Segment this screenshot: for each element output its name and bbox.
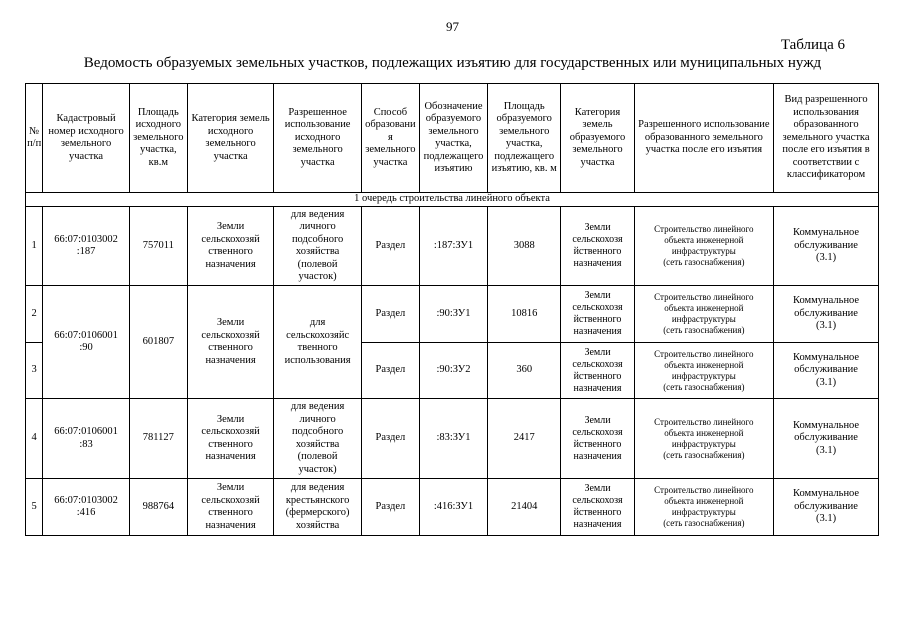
source-use: для сельскохозяйс твенного использования	[274, 286, 362, 399]
source-area: 601807	[129, 286, 187, 399]
plot-area: 2417	[488, 399, 561, 479]
formation-method: Раздел	[361, 343, 419, 399]
classifier-use: Коммунальное обслуживание (3.1)	[774, 399, 879, 479]
header-cell: № п/п	[26, 84, 43, 193]
formation-method: Раздел	[361, 286, 419, 343]
header-row	[26, 84, 879, 193]
cadastral-number: 66:07:0103002 :416	[43, 479, 130, 536]
row-number: 2	[26, 286, 43, 343]
plot-use: Строительство линейного объекта инженерной инфраструктуры (сеть газоснабжения)	[634, 207, 773, 286]
classifier-use: Коммунальное обслуживание (3.1)	[774, 479, 879, 536]
plot-use: Строительство линейного объекта инженерной инфраструктуры (сеть газоснабжения)	[634, 343, 773, 399]
section-title: 1 очередь строительства линейного объекта	[26, 193, 879, 207]
plot-use: Строительство линейного объекта инженерной инфраструктуры (сеть газоснабжения)	[634, 286, 773, 343]
header-cell: Разрешенное использование исходного земельного участка	[274, 84, 362, 193]
header-cell: Вид разрешенного использования образованного земельного участка после его изъятия в соответствии с классификатором	[774, 84, 879, 193]
document-title: Ведомость образуемых земельных участков, подлежащих изъятию для государственных или муниципальных нужд	[83, 55, 822, 71]
table-row	[26, 479, 879, 536]
cadastral-number: 66:07:0106001 :90	[43, 286, 130, 399]
plot-category: Земли сельскохозя йственного назначения	[561, 286, 634, 343]
header-cell: Площадь образуемого земельного участка, подлежащего изъятию, кв. м	[488, 84, 561, 193]
plot-use: Строительство линейного объекта инженерной инфраструктуры (сеть газоснабжения)	[634, 479, 773, 536]
source-use: для ведения крестьянского (фермерского) хозяйства	[274, 479, 362, 536]
plot-category: Земли сельскохозя йственного назначения	[561, 207, 634, 286]
plot-designation: :90:ЗУ1	[419, 286, 487, 343]
source-category: Земли сельскохозяй ственного назначения	[187, 207, 274, 286]
plot-area: 360	[488, 343, 561, 399]
source-area: 757011	[129, 207, 187, 286]
header-cell: Разрешенного использование образованного земельного участка после его изъятия	[634, 84, 773, 193]
classifier-use: Коммунальное обслуживание (3.1)	[774, 207, 879, 286]
land-plots-table	[25, 83, 879, 536]
row-number: 5	[26, 479, 43, 536]
plot-area: 21404	[488, 479, 561, 536]
source-area: 988764	[129, 479, 187, 536]
header-cell: Категория земель образуемого земельного участка	[561, 84, 634, 193]
cadastral-number: 66:07:0106001 :83	[43, 399, 130, 479]
table-row	[26, 286, 879, 343]
plot-category: Земли сельскохозя йственного назначения	[561, 399, 634, 479]
plot-designation: :83:ЗУ1	[419, 399, 487, 479]
header-cell: Обозначение образуемого земельного участка, подлежащего изъятию	[419, 84, 487, 193]
header-cell: Категория земель исходного земельного участка	[187, 84, 274, 193]
formation-method: Раздел	[361, 399, 419, 479]
classifier-use: Коммунальное обслуживание (3.1)	[774, 343, 879, 399]
header-cell: Способ образования земельного участка	[361, 84, 419, 193]
plot-designation: :416:ЗУ1	[419, 479, 487, 536]
row-number: 1	[26, 207, 43, 286]
plot-area: 10816	[488, 286, 561, 343]
section-row	[26, 193, 879, 207]
table-row	[26, 399, 879, 479]
formation-method: Раздел	[361, 479, 419, 536]
plot-designation: :187:ЗУ1	[419, 207, 487, 286]
header-cell: Кадастровый номер исходного земельного участка	[43, 84, 130, 193]
table-row	[26, 207, 879, 286]
formation-method: Раздел	[361, 207, 419, 286]
page-number: 97	[446, 19, 459, 34]
source-category: Земли сельскохозяй ственного назначения	[187, 479, 274, 536]
row-number: 4	[26, 399, 43, 479]
plot-designation: :90:ЗУ2	[419, 343, 487, 399]
plot-category: Земли сельскохозя йственного назначения	[561, 479, 634, 536]
row-number: 3	[26, 343, 43, 399]
source-use: для ведения личного подсобного хозяйства (полевой участок)	[274, 207, 362, 286]
plot-area: 3088	[488, 207, 561, 286]
source-area: 781127	[129, 399, 187, 479]
table-label: Таблица 6	[780, 37, 845, 53]
plot-use: Строительство линейного объекта инженерной инфраструктуры (сеть газоснабжения)	[634, 399, 773, 479]
cadastral-number: 66:07:0103002 :187	[43, 207, 130, 286]
source-category: Земли сельскохозяй ственного назначения	[187, 399, 274, 479]
source-category: Земли сельскохозяй ственного назначения	[187, 286, 274, 399]
source-use: для ведения личного подсобного хозяйства (полевой участок)	[274, 399, 362, 479]
plot-category: Земли сельскохозя йственного назначения	[561, 343, 634, 399]
header-cell: Площадь исходного земельного участка, кв.м	[129, 84, 187, 193]
classifier-use: Коммунальное обслуживание (3.1)	[774, 286, 879, 343]
